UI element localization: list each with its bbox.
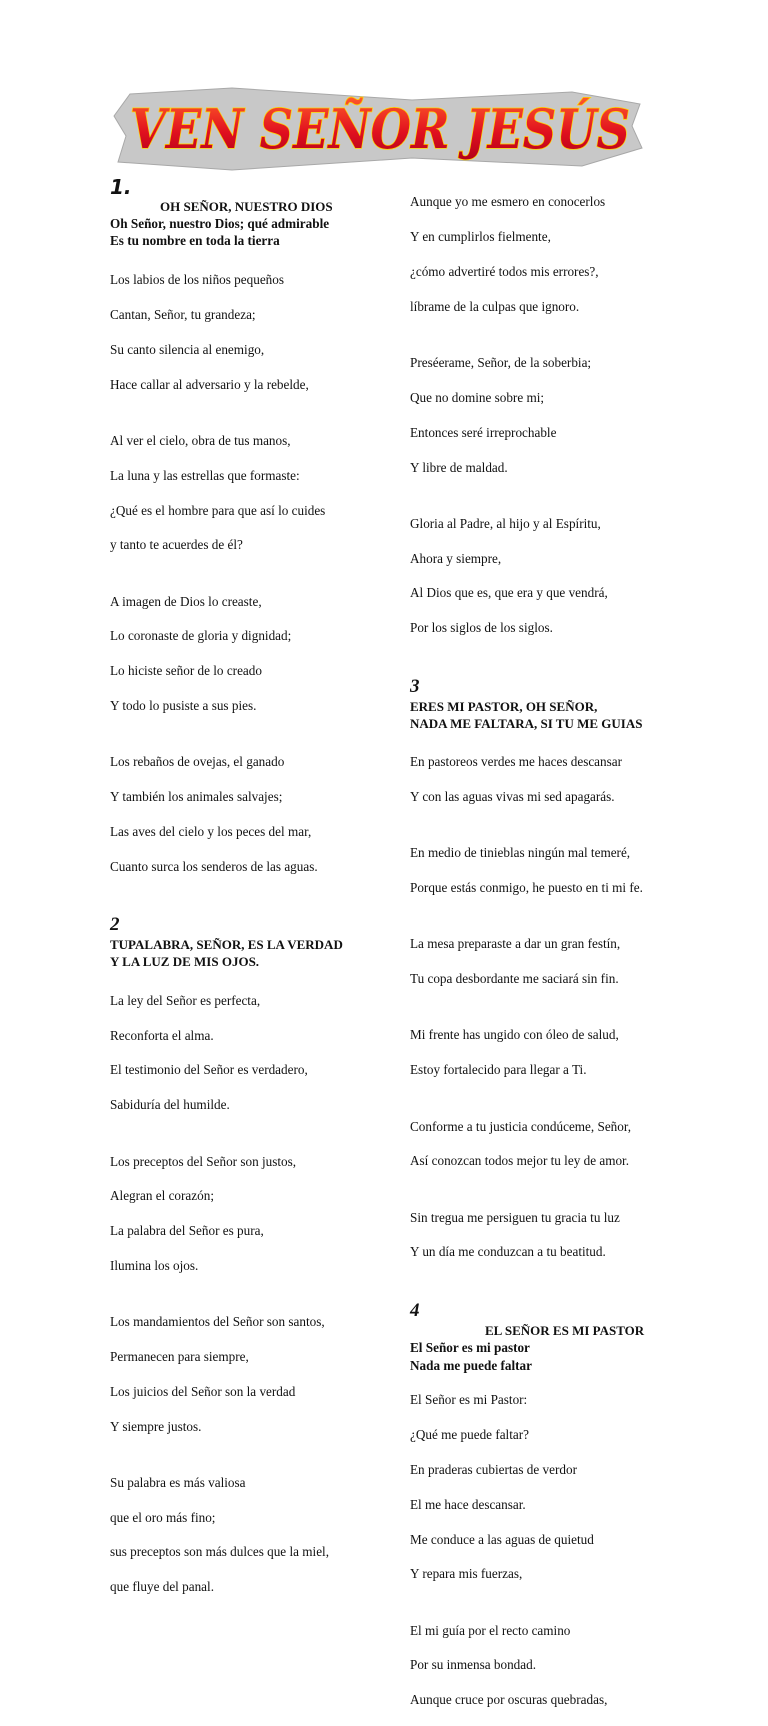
verse-line: Los preceptos del Señor son justos,: [110, 1153, 297, 1169]
verse-line: Sabiduría del humilde.: [110, 1097, 230, 1113]
verse-line: Y con las aguas vivas mi sed apagarás.: [410, 789, 615, 805]
title-line: ERES MI PASTOR, OH SEÑOR,: [410, 698, 598, 714]
banner-graphic: [112, 86, 648, 172]
verse-line: Su palabra es más valiosa: [110, 1474, 246, 1490]
verse-line: Por los siglos de los siglos.: [410, 620, 553, 636]
section-number: 3: [410, 675, 420, 697]
verse-line: Porque estás conmigo, he puesto en ti mi fe.: [410, 880, 643, 896]
verse-line: Que no domine sobre mi;: [410, 389, 545, 405]
verse-line: Las aves del cielo y los peces del mar,: [110, 823, 312, 839]
stanza: [410, 1374, 700, 1600]
verse-line: ¿cómo advertiré todos mis errores?,: [410, 264, 599, 280]
verse-line: Y libre de maldad.: [410, 459, 508, 475]
verse-line: Los labios de los niños pequeños: [110, 272, 284, 288]
stanza: [410, 497, 700, 654]
title-line: NADA ME FALTARA, SI TU ME GUIAS: [410, 715, 643, 731]
title-banner: [112, 86, 648, 172]
verse-line: La palabra del Señor es pura,: [110, 1223, 264, 1239]
antiphon-line: Nada me puede faltar: [410, 1357, 532, 1373]
verse-line: La mesa preparaste a dar un gran festín,: [410, 936, 621, 952]
section-title: EL SEÑOR ES MI PASTOR: [485, 1323, 645, 1339]
stanza: [110, 254, 400, 411]
section-number: 2: [110, 914, 120, 936]
verse-line: Mi frente has ungido con óleo de salud,: [410, 1027, 619, 1043]
verse-line: Al Dios que es, que era y que vendrá,: [410, 585, 608, 601]
stanza: [110, 575, 400, 732]
verse-line: El testimonio del Señor es verdadero,: [110, 1062, 308, 1078]
verse-line: Hace callar al adversario y la rebelde,: [110, 376, 309, 392]
verse-line: La luna y las estrellas que formaste:: [110, 467, 300, 483]
stanza: [110, 414, 400, 571]
verse-line: El mi guía por el recto camino: [410, 1622, 571, 1638]
title-line: Y LA LUZ DE MIS OJOS.: [110, 954, 260, 970]
verse-line: Al ver el cielo, obra de tus manos,: [110, 432, 291, 448]
verse-line: que fluye del panal.: [110, 1579, 214, 1595]
verse-line: Y también los animales salvajes;: [110, 789, 283, 804]
verse-line: Tu copa desbordante me saciará sin fin.: [410, 971, 619, 987]
verse-line: Y en cumplirlos fielmente,: [410, 229, 551, 245]
verse-line: Y siempre justos.: [110, 1418, 202, 1434]
verse-line: Aunque yo me esmero en conocerlos: [410, 194, 606, 210]
stanza: [410, 1604, 700, 1726]
verse-line: Cantan, Señor, tu grandeza;: [110, 307, 256, 323]
verse-line: Gloria al Padre, al hijo y al Espíritu,: [410, 515, 601, 531]
verse-line: ¿Qué me puede faltar?: [410, 1427, 529, 1443]
stanza: [410, 1100, 700, 1187]
verse-line: Me conduce a las aguas de quietud: [410, 1531, 594, 1547]
antiphon-line: El Señor es mi pastor: [410, 1340, 530, 1356]
verse-line: Su canto silencia al enemigo,: [110, 341, 265, 357]
verse-line: Cuanto surca los senderos de las aguas.: [110, 858, 318, 874]
verse-line: Permanecen para siempre,: [110, 1348, 249, 1364]
verse-line: Entonces seré irreprochable: [410, 424, 557, 440]
verse-line: Así conozcan todos mejor tu ley de amor.: [410, 1153, 630, 1169]
title-line: TUPALABRA, SEÑOR, ES LA VERDAD: [110, 937, 343, 953]
stanza: [410, 337, 700, 494]
verse-line: líbrame de la culpas que ignoro.: [410, 298, 580, 314]
verse-line: En pastoreos verdes me haces descansar: [410, 754, 623, 770]
verse-line: Lo coronaste de gloria y dignidad;: [110, 628, 292, 644]
verse-line: Ahora y siempre,: [410, 550, 502, 566]
section-title: [110, 936, 400, 970]
verse-line: Ilumina los ojos.: [110, 1257, 199, 1273]
verse-line: sus preceptos son más dulces que la miel,: [110, 1544, 330, 1560]
verse-line: Y todo lo pusiste a sus pies.: [110, 697, 257, 713]
verse-line: El Señor es mi Pastor:: [410, 1392, 528, 1408]
antiphon: [110, 215, 400, 250]
verse-line: que el oro más fino;: [110, 1509, 216, 1525]
right-column: [410, 176, 700, 1726]
verse-line: En medio de tinieblas ningún mal temeré,: [410, 845, 631, 861]
verse-line: Conforme a tu justicia condúceme, Señor,: [410, 1118, 632, 1134]
stanza: [410, 918, 700, 1005]
stanza: [110, 1456, 400, 1613]
verse-line: Los rebaños de ovejas, el ganado: [110, 754, 285, 770]
verse-line: A imagen de Dios lo creaste,: [110, 593, 262, 609]
stanza: [110, 736, 400, 893]
verse-line: Lo hiciste señor de lo creado: [110, 663, 262, 679]
stanza: [410, 1009, 700, 1096]
verse-line: y tanto te acuerdes de él?: [110, 537, 243, 553]
section-number: 1.: [110, 175, 132, 199]
stanza: [410, 827, 700, 914]
section-number: 4: [410, 1300, 420, 1322]
section-title: [410, 698, 700, 732]
section-title: OH SEÑOR, NUESTRO DIOS: [160, 199, 333, 214]
stanza: [410, 736, 700, 823]
verse-line: Los juicios del Señor son la verdad: [110, 1383, 296, 1399]
verse-line: Reconforta el alma.: [110, 1027, 214, 1043]
verse-line: Preséerame, Señor, de la soberbia;: [410, 355, 592, 371]
verse-line: Sin tregua me persiguen tu gracia tu luz: [410, 1209, 620, 1225]
verse-line: Por su inmensa bondad.: [410, 1657, 537, 1673]
stanza: [110, 1296, 400, 1453]
verse-line: El me hace descansar.: [410, 1496, 526, 1512]
stanza: [110, 974, 400, 1131]
verse-line: Aunque cruce por oscuras quebradas,: [410, 1692, 608, 1708]
antiphon: [410, 1339, 700, 1374]
verse-line: Y repara mis fuerzas,: [410, 1566, 523, 1582]
verse-line: La ley del Señor es perfecta,: [110, 992, 261, 1008]
antiphon-line: Oh Señor, nuestro Dios; qué admirable: [110, 216, 330, 231]
verse-line: ¿Qué es el hombre para que así lo cuides: [110, 502, 326, 518]
stanza: [410, 1191, 700, 1278]
verse-line: Los mandamientos del Señor son santos,: [110, 1314, 325, 1330]
verse-line: Estoy fortalecido para llegar a Ti.: [410, 1062, 587, 1078]
left-column: [110, 176, 400, 1613]
banner-title: VEN SEÑOR JESÚS: [130, 97, 630, 161]
stanza: [110, 1135, 400, 1292]
antiphon-line: Es tu nombre en toda la tierra: [110, 233, 280, 249]
verse-line: Alegran el corazón;: [110, 1188, 214, 1204]
verse-line: En praderas cubiertas de verdor: [410, 1462, 577, 1477]
stanza: [410, 176, 700, 333]
verse-line: Y un día me conduzcan a tu beatitud.: [410, 1244, 606, 1260]
